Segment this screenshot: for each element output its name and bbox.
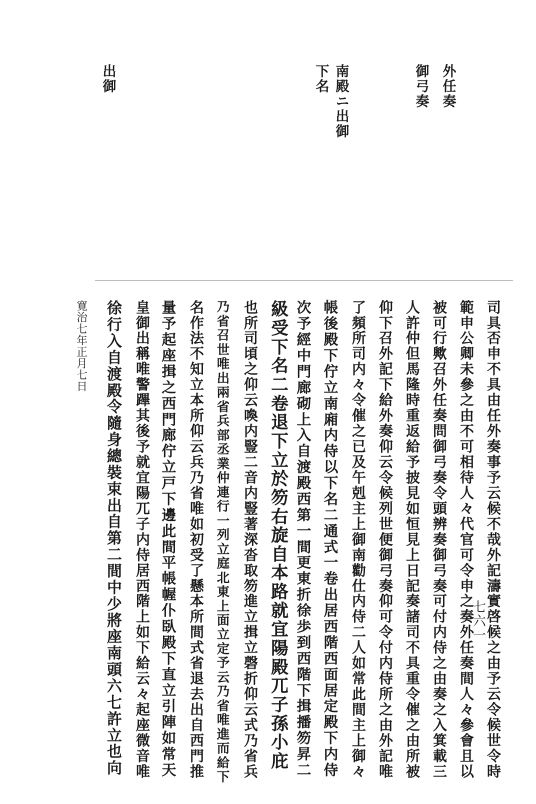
date-line: 寛治七年正月七日 xyxy=(75,300,88,392)
text-line: 也所司頃之仰云喚内豎二音内豎著深沓取笏進立揖立磬折仰云式乃省兵 xyxy=(240,300,257,780)
headnote-divider xyxy=(95,280,513,281)
text-line: 司具否申不具由任外奏事予云候不哉外記濤實啓候之由予云令候世令時 xyxy=(483,300,500,780)
text-line: 量予起座揖之西門廊佇立戸下邊此間平帳幄仆臥殿下直立引陣如常天 xyxy=(159,300,177,779)
headnote: 御弓奏 xyxy=(412,64,429,109)
text-line: 人許仲但馬隆時重返給予披見如恒見上日記奏諸司不具重令催之由所被 xyxy=(402,300,419,780)
text-line: 級受下名二卷退下立於笏右旋自本路就宜陽殿兀子孫小庇 xyxy=(267,300,288,771)
text-line: 帳後殿下佇立南廂内侍以下名二通式一卷出居西階西面居定殿下内侍 xyxy=(321,300,339,779)
text-line: 被可行歟召外任奏問御弓奏令頭辨奏御弓奏可付内侍之由奏之入箕載三 xyxy=(429,300,446,780)
text-line: 次予經中門廊砌上入自渡殿西第一間更東折徐歩到西階下揖播笏昇二 xyxy=(294,300,312,779)
text-line: 範申公卿未參之由不可相待人々代官可令申之奏外任奏間人々參會且以 xyxy=(456,300,473,780)
text-line: 名作法不知立本所仰云兵乃省唯如初受了懸本所間式省退去出自西門推 xyxy=(186,300,203,780)
text-line: 仰下召外記下給外奏仰云令候列世便御弓奏仰可令付内侍所之由外記唯 xyxy=(375,300,392,780)
headnote: 下名 xyxy=(312,64,329,94)
text-line: 皇御出稱唯警蹕其後予就宜陽兀子内侍居西階上如下給云々起座微音唯 xyxy=(132,300,149,780)
headnote: 外任奏 xyxy=(439,64,456,109)
page-number: 七六一 xyxy=(470,600,485,642)
text-line: 徐行入自渡殿令隨身總裝束出自第二間中少將座南頭六七許立也向 xyxy=(104,300,123,777)
text-line: 乃省召世唯出兩省兵部丞業仲連行一列立庭北東上面立定予云乃省唯進而給下 xyxy=(213,300,229,785)
headnote: 南殿ニ出御 xyxy=(332,64,349,139)
text-line: 了頻所司内々令催之已及午剋主上御南勸仕内侍二人如常此間主上御々 xyxy=(348,300,365,780)
headnote: 出御 xyxy=(99,64,116,94)
